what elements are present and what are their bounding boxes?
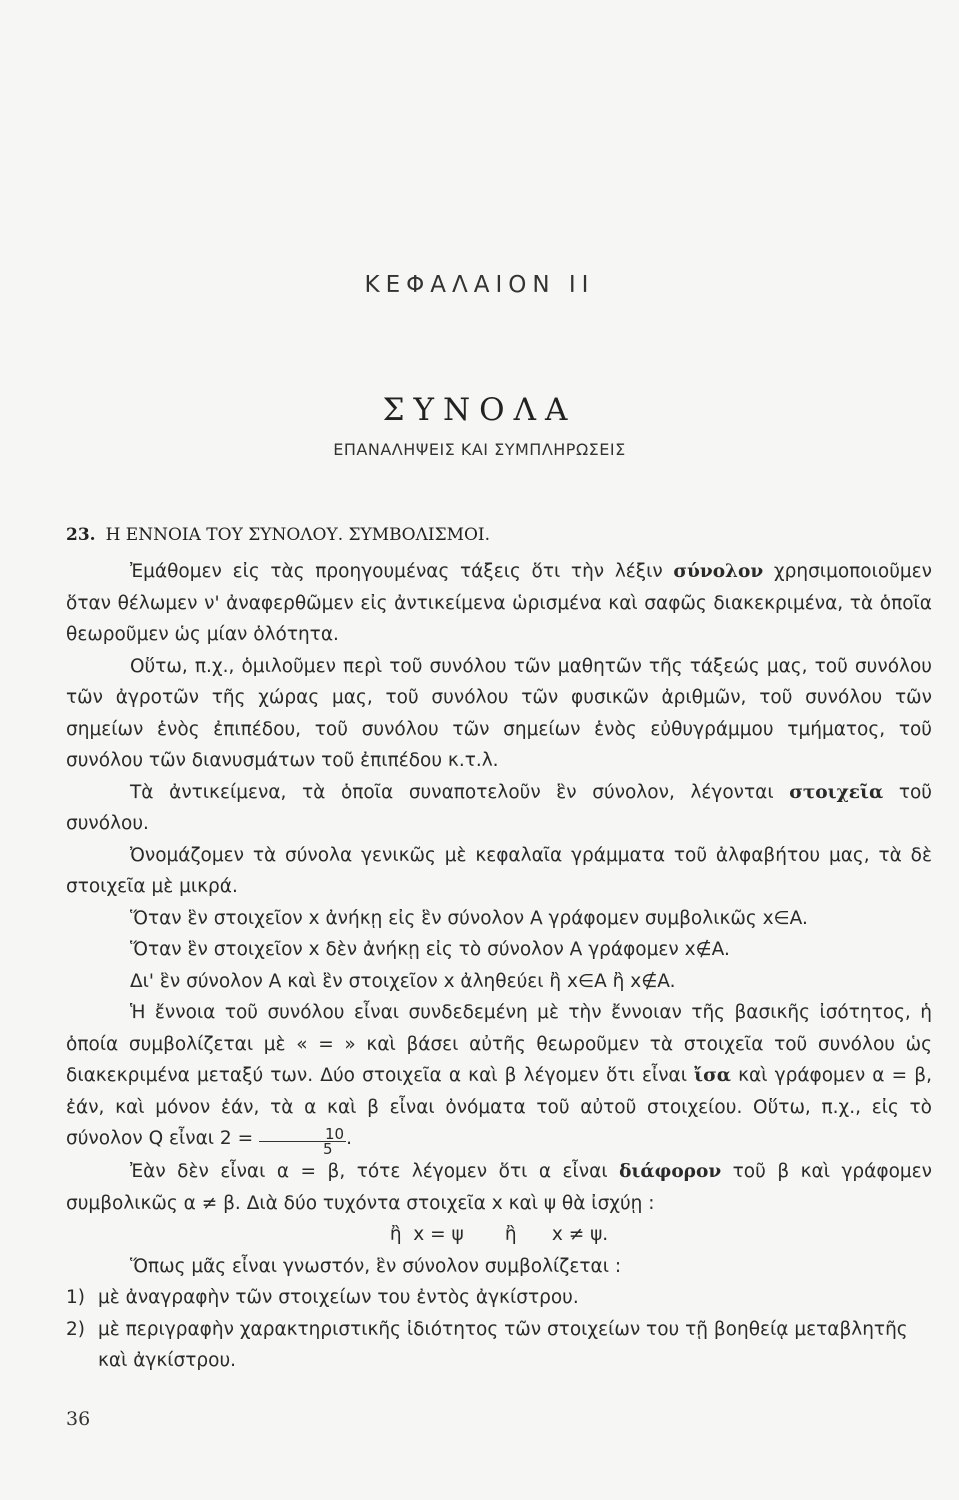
text-run: Ἡ ἔννοια τοῦ συνόλου εἶναι συνδεδεμένη μὲ τὴν ἔννοιαν τῆς βασικῆς ἰσότητος, ἡ ὁποία συμβολίζεται μὲ « = » καὶ βάσει αὐτῆς θεωροῦμεν τὰ στοιχεῖα τοῦ συνόλου ὡς διακεκριμένα μεταξύ των. Δύο στοιχεῖα α καὶ β λέγομεν ὅτι εἶναι — [66, 1002, 932, 1086]
list-marker: 1) — [66, 1287, 85, 1308]
chapter-title: ΣΥΝΟΛΑ — [382, 392, 577, 428]
text-run: Τὰ ἀντικείμενα, τὰ ὁποῖα συναποτελοῦν ἓν σύνολον, λέγονται — [130, 781, 790, 803]
notation-list — [66, 1282, 932, 1377]
term-diaforon: διάφορον — [619, 1161, 722, 1182]
paragraph-definition — [66, 556, 932, 651]
fraction-denominator: 5 — [322, 1140, 333, 1158]
section-title: Η ΕΝΝΟΙΑ ΤΟΥ ΣΥΝΟΛΟΥ. ΣΥΜΒΟΛΙΣΜΟΙ. — [105, 525, 491, 545]
text-run: Ἐὰν δὲν εἶναι α = β, τότε λέγομεν ὅτι α εἶναι — [130, 1161, 620, 1182]
paragraph-either: Δι' ἓν σύνολον Α καὶ ἓν στοιχεῖον x ἀληθεύει ἢ x∈A ἢ x∉A. — [130, 970, 676, 992]
paragraph-naming: Ὀνομάζομεν τὰ σύνολα γενικῶς μὲ κεφαλαῖα γράμματα τοῦ ἀλφαβήτου μας, τὰ δὲ στοιχεῖα μὲ μικρά. — [66, 844, 932, 897]
list-item — [66, 1314, 932, 1377]
list-text: μὲ περιγραφὴν χαρακτηριστικῆς ἰδιότητος τῶν στοιχείων του τῇ βοηθείᾳ μεταβλητῆς καὶ ἀγκίστρου. — [98, 1318, 908, 1371]
paragraph-examples: Οὕτω, π.χ., ὁμιλοῦμεν περὶ τοῦ συνόλου τῶν μαθητῶν τῆς τάξεώς μας, τοῦ συνόλου τῶν ἀγροτῶν τῆς χώρας μας, τοῦ συνόλου τῶν φυσικῶν ἀριθμῶν, τοῦ συνόλου τῶν σημείων ἑνὸς ἐπιπέδου, τοῦ συνόλου τῶν σημείων ἑνὸς εὐθυγράμμου τμήματος, τοῦ συνόλου τῶν διανυσμάτων τοῦ ἐπιπέδου κ.τ.λ. — [66, 655, 932, 771]
section-heading — [66, 525, 490, 545]
term-isa: ἴσα — [694, 1065, 731, 1086]
term-stoicheia: στοιχεῖα — [789, 781, 884, 803]
text-run: τοῦ β καὶ γράφομεν συμβολικῶς α ≠ β. Διὰ δύο τυχόντα στοιχεῖα x καὶ ψ θὰ ἰσχύῃ : — [66, 1161, 932, 1214]
paragraph-not-belongs: Ὅταν ἓν στοιχεῖον x δὲν ἀνήκῃ εἰς τὸ σύνολον Α γράφομεν x∉A. — [130, 939, 730, 960]
paragraph-different — [66, 1156, 932, 1219]
formula-either-equal: ἢ x = ψ ἢ x ≠ ψ. — [389, 1224, 609, 1245]
paragraph-equality — [66, 997, 932, 1156]
text-run: . — [346, 1128, 352, 1149]
chapter-subtitle: ΕΠΑΝΑΛΗΨΕΙΣ ΚΑΙ ΣΥΜΠΛΗΡΩΣΕΙΣ — [333, 440, 626, 459]
chapter-heading: ΚΕΦΑΛΑΙΟΝ ΙΙ — [364, 272, 595, 298]
list-item — [66, 1282, 932, 1314]
section-number: 23. — [66, 525, 96, 545]
paragraph-belongs: Ὅταν ἓν στοιχεῖον x ἀνήκῃ εἰς ἓν σύνολον Α γράφομεν συμβολικῶς x∈A. — [130, 907, 808, 929]
text-run: καὶ γράφομεν α = β, ἐάν, καὶ μόνον ἐάν, τὰ α καὶ β εἶναι ὀνόματα τοῦ αὐτοῦ στοιχείου. Οὕτω, π.χ., εἰς τὸ σύνολον Q εἶναι 2 = — [66, 1065, 932, 1149]
list-text: μὲ ἀναγραφὴν τῶν στοιχείων του ἐντὸς ἀγκίστρου. — [98, 1287, 579, 1308]
paragraph-notation: Ὅπως μᾶς εἶναι γνωστόν, ἓν σύνολον συμβολίζεται : — [130, 1255, 622, 1277]
fraction — [259, 1127, 346, 1156]
term-synolon: σύνολον — [673, 561, 764, 582]
paragraph-elements — [66, 777, 932, 840]
text-run: τοῦ συνόλου. — [66, 781, 932, 834]
text-run: Ἐμάθομεν εἰς τὰς προηγουμένας τάξεις ὅτι τὴν λέξιν — [130, 561, 674, 582]
list-marker: 2) — [66, 1318, 85, 1340]
text-run: χρησιμοποιοῦμεν ὅταν θέλωμεν ν' ἀναφερθῶμεν εἰς ἀντικείμενα ὡρισμένα καὶ σαφῶς διακεκριμένα, τὰ ὁποῖα θεωροῦμεν ὡς μίαν ὁλότητα. — [66, 561, 932, 645]
fraction-numerator: 10 — [259, 1127, 346, 1142]
page-number: 36 — [66, 1408, 91, 1430]
body-text — [66, 556, 932, 1377]
